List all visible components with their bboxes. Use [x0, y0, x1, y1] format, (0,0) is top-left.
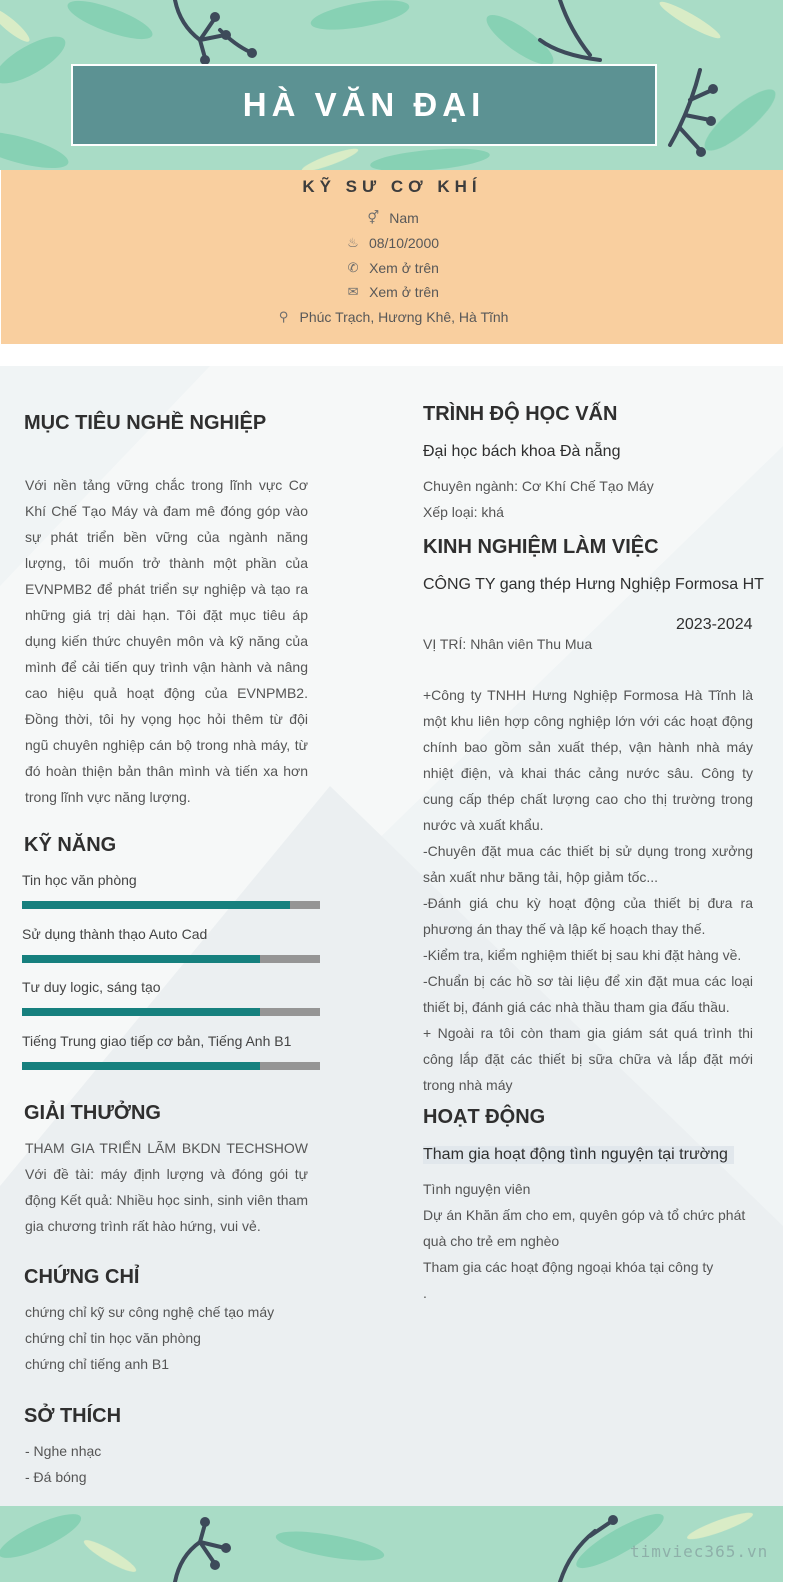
contact-gender	[1, 210, 783, 226]
contact-gender-text: Nam	[389, 210, 419, 226]
skill-bar	[22, 1062, 320, 1070]
skill-label: Sử dụng thành thạo Auto Cad	[22, 926, 208, 942]
experience-detail: -Đánh giá chu kỳ hoạt động của thiết bị đưa ra phương án thay thế và lập kế hoạch thay thế.	[423, 895, 753, 937]
skill-bar-fill	[22, 1062, 260, 1070]
skill-bar-fill	[22, 901, 290, 909]
objective-text: Với nền tảng vững chắc trong lĩnh vực Cơ Khí Chế Tạo Máy và đam mê đóng góp vào sự phát triển bền vững của ngành năng lượng, tôi muốn trở thành một phần của EVNPMB2 để phát triển sự nghiệp và tạo ra những giá trị dài hạn. Tôi đặt mục tiêu áp dụng kiến thức chuyên môn và kỹ năng của mình để cải tiến quy trình vận hành và nâng cao hiệu quả hoạt động của EVNPMB2. Đồng thời, tôi hy vọng học hỏi thêm từ đội ngũ chuyên nghiệp cán bộ trong nhà máy, từ đó hoàn thiện bản thân mình và tiến xa hơn trong lĩnh vực năng lượng.	[25, 477, 308, 805]
phone-icon: ✆	[347, 260, 359, 275]
activity-name: Tham gia hoạt động tình nguyện tại trường	[423, 1146, 734, 1164]
floral-banner-top	[0, 0, 783, 170]
birthday-cake-icon: ♨	[347, 235, 359, 250]
activity-line: Tham gia các hoạt động ngoại khóa tại công ty	[423, 1259, 714, 1275]
contact-address-text: Phúc Trạch, Hương Khê, Hà Tĩnh	[299, 309, 509, 325]
name-box	[71, 64, 657, 146]
skill-label: Tiếng Trung giao tiếp cơ bản, Tiếng Anh B1	[22, 1033, 292, 1049]
candidate-name: HÀ VĂN ĐẠI	[242, 86, 486, 123]
certificates-title: CHỨNG CHỈ	[24, 1266, 140, 1288]
experience-company: CÔNG TY gang thép Hưng Nghiệp Formosa HT	[423, 576, 764, 593]
skill-bar	[22, 955, 320, 963]
activity-line: Tình nguyện viên	[423, 1181, 531, 1197]
experience-detail: + Ngoài ra tôi còn tham gia giám sát quá trình thi công lắp đặt các thiết bị sữa chữa và lắp đặt mới trong nhà máy	[423, 1025, 753, 1093]
skill-label: Tin học văn phòng	[22, 872, 137, 888]
contact-section	[1, 170, 783, 344]
job-title: KỸ SƯ CƠ KHÍ	[302, 177, 482, 196]
certificate-item: chứng chỉ tiếng anh B1	[25, 1356, 170, 1372]
education-major: Chuyên ngành: Cơ Khí Chế Tạo Máy	[423, 478, 654, 494]
activity-line: Dự án Khăn ấm cho em, quyên góp và tổ chức phát quà cho trẻ em nghèo	[423, 1207, 746, 1249]
contact-birthday	[1, 235, 783, 251]
experience-detail: +Công ty TNHH Hưng Nghiệp Formosa Hà Tĩnh là một khu liên hợp công nghiệp lớn với các hoạt động chính bao gồm sản xuất thép, vận hành nhà máy nhiệt điện, và khai thác cảng nước sâu. Công ty cung cấp thép chất lượng cao cho thị trường trong nước và xuất khẩu.	[423, 687, 753, 833]
activities-title: HOẠT ĐỘNG	[423, 1106, 546, 1128]
experience-detail: -Chuyên đặt mua các thiết bị sử dụng trong xưởng sản xuất như băng tải, hộp giảm tốc...	[423, 843, 753, 885]
contact-phone-text[interactable]: Xem ở trên	[369, 260, 439, 276]
objective-title: MỤC TIÊU NGHỀ NGHIỆP	[24, 412, 267, 434]
contact-email	[1, 284, 783, 300]
awards-title: GIẢI THƯỞNG	[24, 1102, 161, 1124]
contact-email-text[interactable]: Xem ở trên	[369, 284, 439, 300]
skill-label: Tư duy logic, sáng tạo	[22, 979, 161, 995]
experience-title: KINH NGHIỆM LÀM VIỆC	[423, 536, 659, 558]
location-pin-icon: ⚲	[278, 309, 289, 324]
experience-details	[423, 682, 753, 1098]
education-school: Đại học bách khoa Đà nẵng	[423, 443, 621, 460]
watermark: timviec365.vn	[630, 1542, 769, 1561]
hobbies-title: SỞ THÍCH	[24, 1405, 122, 1427]
awards-text: THAM GIA TRIỂN LÃM BKDN TECHSHOW Với đề tài: máy định lượng và đóng gói tự động Kết quả: Nhiều học sinh, sinh viên tham gia chương trình rất hào hứng, vui vẻ.	[25, 1140, 308, 1234]
hobby-item: - Đá bóng	[25, 1469, 87, 1485]
skill-bar-fill	[22, 955, 260, 963]
experience-detail: -Kiểm tra, kiểm nghiệm thiết bị sau khi đặt hàng về.	[423, 947, 742, 963]
skill-bar-fill	[22, 1008, 260, 1016]
experience-position: VỊ TRÍ: Nhân viên Thu Mua	[423, 636, 593, 652]
education-grade: Xếp loại: khá	[423, 504, 504, 520]
contact-birthday-text: 08/10/2000	[368, 235, 440, 251]
skills-title: KỸ NĂNG	[24, 834, 117, 856]
email-icon: ✉	[347, 284, 359, 299]
skill-bar	[22, 901, 320, 909]
experience-detail: -Chuẩn bị các hồ sơ tài liệu để xin đặt mua các loại thiết bị, đánh giá các nhà thầu tham gia đấu thầu.	[423, 973, 753, 1015]
certificate-item: chứng chỉ kỹ sư công nghệ chế tạo máy	[25, 1304, 275, 1320]
experience-period: 2023-2024	[676, 616, 753, 633]
resume-body	[0, 366, 783, 1506]
certificate-item: chứng chỉ tin học văn phòng	[25, 1330, 201, 1346]
skill-bar	[22, 1008, 320, 1016]
contact-address	[1, 309, 783, 325]
education-title: TRÌNH ĐỘ HỌC VẤN	[423, 403, 618, 425]
activity-lines	[423, 1176, 753, 1306]
hobby-item: - Nghe nhạc	[25, 1443, 102, 1459]
activity-line: .	[423, 1285, 427, 1301]
contact-phone	[1, 260, 783, 276]
gender-icon: ⚥	[367, 210, 380, 225]
